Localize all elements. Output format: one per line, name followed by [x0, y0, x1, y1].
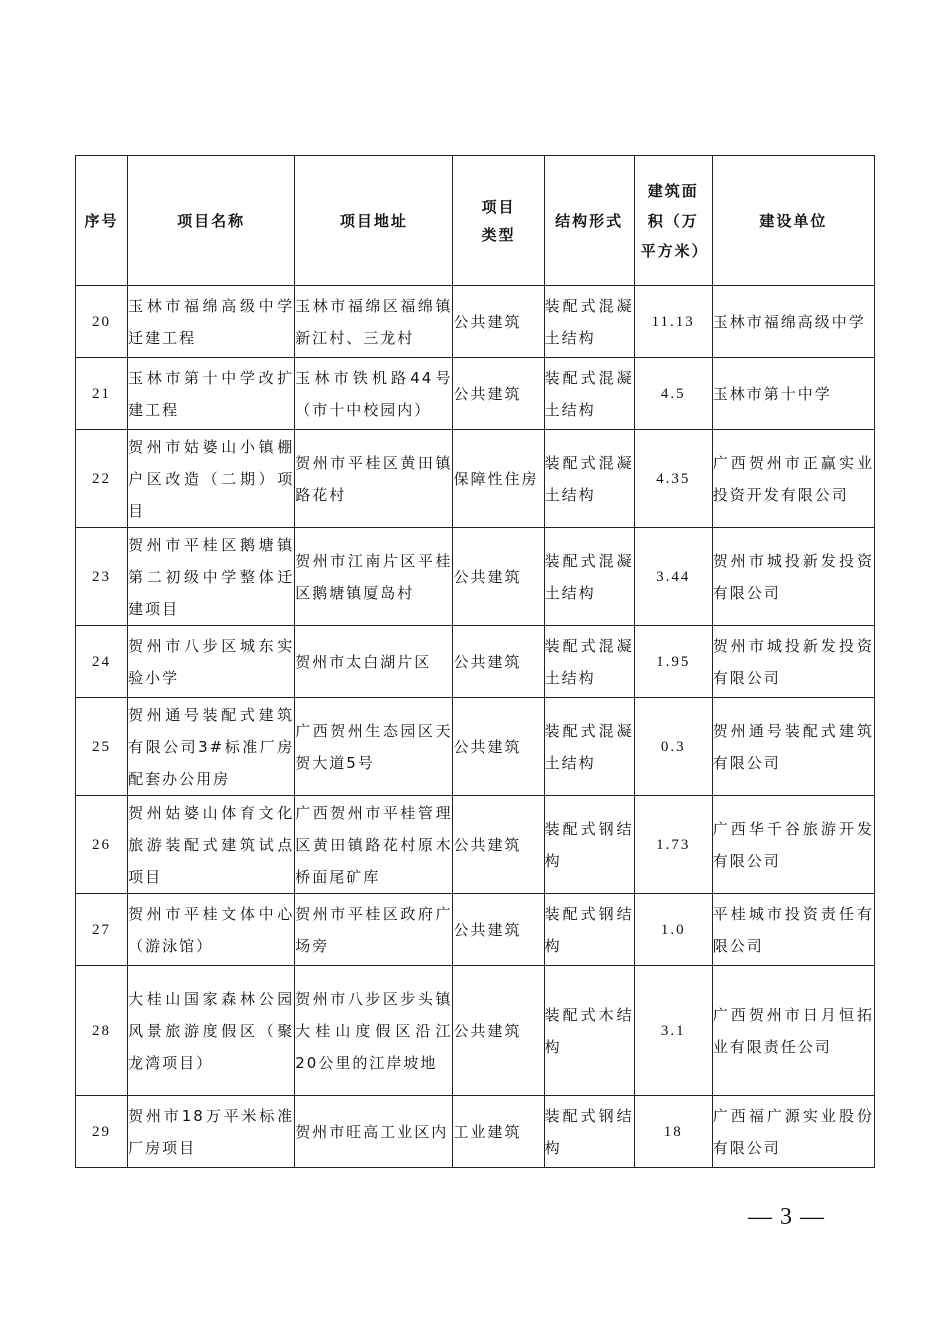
header-area: 建筑面积（万平方米）	[634, 156, 712, 286]
header-unit: 建设单位	[712, 156, 874, 286]
cell-area: 1.73	[634, 796, 712, 894]
cell-unit: 贺州市城投新发投资有限公司	[712, 626, 874, 698]
cell-area: 4.5	[634, 358, 712, 430]
cell-type: 公共建筑	[453, 698, 544, 796]
cell-no: 23	[76, 528, 128, 626]
cell-address: 贺州市江南片区平桂区鹅塘镇厦岛村	[295, 528, 453, 626]
cell-structure: 装配式混凝土结构	[544, 358, 634, 430]
cell-area: 4.35	[634, 430, 712, 528]
cell-area: 1.0	[634, 894, 712, 966]
table-row	[76, 626, 875, 698]
cell-address: 广西贺州生态园区天贺大道5号	[295, 698, 453, 796]
cell-no: 29	[76, 1096, 128, 1168]
cell-area: 0.3	[634, 698, 712, 796]
cell-structure: 装配式钢结构	[544, 796, 634, 894]
header-name: 项目名称	[128, 156, 295, 286]
cell-area: 11.13	[634, 286, 712, 358]
cell-name: 玉林市第十中学改扩建工程	[128, 358, 295, 430]
cell-structure: 装配式木结构	[544, 966, 634, 1096]
cell-type: 公共建筑	[453, 796, 544, 894]
cell-no: 28	[76, 966, 128, 1096]
cell-structure: 装配式混凝土结构	[544, 430, 634, 528]
cell-name: 贺州通号装配式建筑有限公司3#标准厂房配套办公用房	[128, 698, 295, 796]
table-row	[76, 966, 875, 1096]
header-structure: 结构形式	[544, 156, 634, 286]
cell-unit: 广西华千谷旅游开发有限公司	[712, 796, 874, 894]
cell-type: 公共建筑	[453, 358, 544, 430]
cell-type: 公共建筑	[453, 894, 544, 966]
table-row	[76, 698, 875, 796]
cell-address: 贺州市平桂区政府广场旁	[295, 894, 453, 966]
table-row	[76, 796, 875, 894]
header-row	[76, 156, 875, 286]
header-no: 序号	[76, 156, 128, 286]
cell-address: 广西贺州市平桂管理区黄田镇路花村原木桥面尾矿库	[295, 796, 453, 894]
cell-type: 公共建筑	[453, 528, 544, 626]
cell-no: 24	[76, 626, 128, 698]
cell-address: 贺州市太白湖片区	[295, 626, 453, 698]
cell-no: 25	[76, 698, 128, 796]
cell-address: 玉林市福绵区福绵镇新江村、三龙村	[295, 286, 453, 358]
cell-name: 贺州市平桂文体中心（游泳馆）	[128, 894, 295, 966]
table-row	[76, 430, 875, 528]
cell-structure: 装配式混凝土结构	[544, 528, 634, 626]
cell-address: 贺州市平桂区黄田镇路花村	[295, 430, 453, 528]
header-address: 项目地址	[295, 156, 453, 286]
cell-structure: 装配式钢结构	[544, 894, 634, 966]
cell-type: 工业建筑	[453, 1096, 544, 1168]
cell-unit: 玉林市第十中学	[712, 358, 874, 430]
cell-unit: 贺州通号装配式建筑有限公司	[712, 698, 874, 796]
cell-address: 玉林市铁机路44号（市十中校园内）	[295, 358, 453, 430]
cell-type: 公共建筑	[453, 626, 544, 698]
cell-no: 26	[76, 796, 128, 894]
header-type: 项目类型	[453, 156, 544, 286]
cell-no: 21	[76, 358, 128, 430]
cell-structure: 装配式混凝土结构	[544, 698, 634, 796]
cell-name: 贺州姑婆山体育文化旅游装配式建筑试点项目	[128, 796, 295, 894]
table-row	[76, 1096, 875, 1168]
cell-name: 大桂山国家森林公园风景旅游度假区（聚龙湾项目）	[128, 966, 295, 1096]
cell-unit: 广西贺州市日月恒拓业有限责任公司	[712, 966, 874, 1096]
cell-address: 贺州市旺高工业区内	[295, 1096, 453, 1168]
cell-area: 1.95	[634, 626, 712, 698]
cell-no: 22	[76, 430, 128, 528]
table-row	[76, 894, 875, 966]
table-row	[76, 286, 875, 358]
cell-unit: 玉林市福绵高级中学	[712, 286, 874, 358]
table-row	[76, 528, 875, 626]
cell-structure: 装配式混凝土结构	[544, 626, 634, 698]
cell-area: 3.44	[634, 528, 712, 626]
cell-type: 公共建筑	[453, 286, 544, 358]
cell-unit: 广西福广源实业股份有限公司	[712, 1096, 874, 1168]
cell-area: 18	[634, 1096, 712, 1168]
cell-structure: 装配式钢结构	[544, 1096, 634, 1168]
cell-name: 贺州市姑婆山小镇棚户区改造（二期）项目	[128, 430, 295, 528]
cell-address: 贺州市八步区步头镇大桂山度假区沿江20公里的江岸坡地	[295, 966, 453, 1096]
cell-structure: 装配式混凝土结构	[544, 286, 634, 358]
cell-unit: 广西贺州市正赢实业投资开发有限公司	[712, 430, 874, 528]
cell-unit: 贺州市城投新发投资有限公司	[712, 528, 874, 626]
cell-name: 贺州市八步区城东实验小学	[128, 626, 295, 698]
cell-unit: 平桂城市投资责任有限公司	[712, 894, 874, 966]
cell-area: 3.1	[634, 966, 712, 1096]
cell-type: 公共建筑	[453, 966, 544, 1096]
cell-no: 27	[76, 894, 128, 966]
cell-type: 保障性住房	[453, 430, 544, 528]
project-table	[75, 155, 875, 1168]
cell-name: 贺州市18万平米标准厂房项目	[128, 1096, 295, 1168]
cell-name: 玉林市福绵高级中学迁建工程	[128, 286, 295, 358]
page-number: — 3 —	[748, 1204, 825, 1230]
table-row	[76, 358, 875, 430]
cell-no: 20	[76, 286, 128, 358]
cell-name: 贺州市平桂区鹅塘镇第二初级中学整体迁建项目	[128, 528, 295, 626]
